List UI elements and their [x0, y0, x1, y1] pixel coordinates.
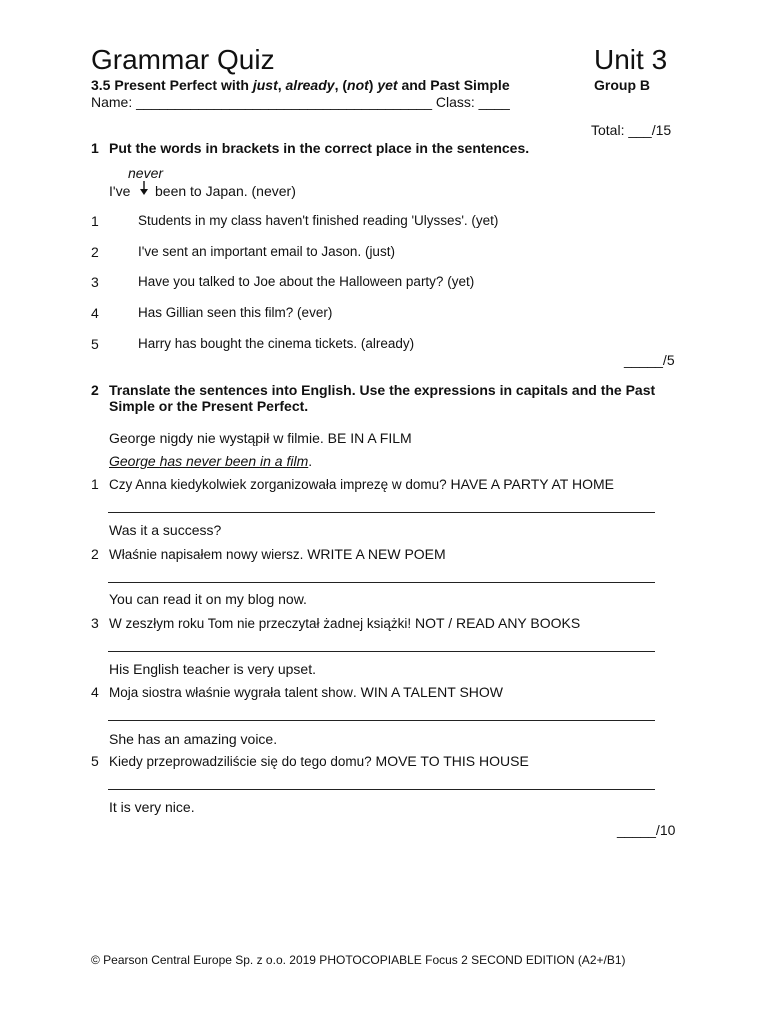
exercise1-number: 1 — [91, 140, 99, 156]
exercise1-instruction: Put the words in brackets in the correct place in the sentences. — [109, 140, 530, 156]
answer-line[interactable] — [108, 582, 655, 583]
example-insert-word: never — [128, 165, 164, 181]
list-item: Harry has bought the cinema tickets. (already) — [138, 336, 415, 351]
list-item-number: 3 — [91, 274, 99, 290]
example-answer — [109, 453, 312, 469]
list-item-number: 1 — [91, 476, 99, 492]
group-label: Group B — [594, 77, 650, 93]
example-end: been to Japan. (never) — [155, 183, 296, 199]
capitals-expression: . WIN A TALENT SHOW — [352, 684, 503, 700]
list-item-number: 2 — [91, 546, 99, 562]
list-item-number: 3 — [91, 615, 99, 631]
name-class-line: Name: ______________________________________ Class: ____ — [91, 94, 510, 110]
example-polish: George nigdy nie wystąpił w filmie. BE IN A FILM — [109, 430, 412, 446]
follow-up-sentence: It is very nice. — [109, 799, 195, 815]
list-item: Has Gillian seen this film? (ever) — [138, 305, 333, 320]
follow-up-sentence: You can read it on my blog now. — [109, 591, 307, 607]
subtitle-sep: , ( — [334, 77, 348, 93]
answer-line[interactable] — [108, 512, 655, 513]
list-item — [109, 684, 503, 702]
follow-up-sentence: His English teacher is very upset. — [109, 661, 316, 677]
answer-line[interactable] — [108, 651, 655, 652]
subtitle-yet: yet — [377, 77, 398, 93]
list-item: Have you talked to Joe about the Halloween party? (yet) — [138, 274, 475, 289]
list-item-number: 5 — [91, 336, 99, 352]
answer-line[interactable] — [108, 720, 655, 721]
list-item-number: 4 — [91, 305, 99, 321]
example-answer-text: George has never been in a film — [109, 453, 309, 469]
list-item-number: 4 — [91, 684, 99, 700]
list-item: Students in my class haven't finished reading 'Ulysses'. (yet) — [138, 213, 499, 228]
list-item-number: 2 — [91, 244, 99, 260]
follow-up-sentence: She has an amazing voice. — [109, 731, 278, 747]
list-item — [109, 476, 614, 494]
exercise2-number: 2 — [91, 382, 99, 398]
answer-line[interactable] — [108, 789, 655, 790]
polish-sentence: Moja siostra właśnie wygrała talent show — [109, 685, 353, 700]
exercise2-instruction-line2: Simple or the Present Perfect. — [109, 398, 309, 414]
exercise1-score: _____/5 — [624, 352, 675, 368]
capitals-expression: HAVE A PARTY AT HOME — [446, 476, 614, 492]
subtitle-just: just — [252, 77, 278, 93]
subtitle — [91, 77, 510, 93]
subtitle-prefix: 3.5 Present Perfect with — [91, 77, 253, 93]
polish-sentence: Właśnie napisałem nowy wiersz. — [109, 547, 304, 562]
subtitle-sep: ) — [368, 77, 378, 93]
capitals-expression: MOVE TO THIS HOUSE — [371, 753, 529, 769]
exercise2-score: _____/10 — [617, 822, 676, 838]
example-start: I've — [109, 183, 131, 199]
unit-label: Unit 3 — [594, 44, 668, 75]
follow-up-sentence: Was it a success? — [109, 522, 222, 538]
polish-sentence: Kiedy przeprowadziliście się do tego domu? — [109, 754, 372, 769]
exercise2-instruction-line1: Translate the sentences into English. Use the expressions in capitals and the Past — [109, 382, 656, 398]
page-title: Grammar Quiz — [91, 44, 275, 75]
down-arrow-icon — [139, 180, 149, 196]
subtitle-suffix: and Past Simple — [397, 77, 510, 93]
subtitle-already: already — [285, 77, 335, 93]
list-item — [109, 615, 580, 633]
list-item: I've sent an important email to Jason. (just) — [138, 244, 395, 259]
polish-sentence: W zeszłym roku Tom nie przeczytał żadnej książki! — [109, 616, 412, 631]
list-item — [109, 753, 529, 771]
list-item-number: 1 — [91, 213, 99, 229]
capitals-expression: NOT / READ ANY BOOKS — [411, 615, 581, 631]
example-answer-end: . — [308, 453, 313, 469]
subtitle-not: not — [347, 77, 369, 93]
footer-copyright: © Pearson Central Europe Sp. z o.o. 2019 PHOTOCOPIABLE Focus 2 SECOND EDITION (A2+/B1) — [91, 953, 626, 967]
list-item — [109, 546, 446, 564]
capitals-expression: WRITE A NEW POEM — [303, 546, 446, 562]
total-score: Total: ___/15 — [591, 122, 672, 138]
polish-sentence: Czy Anna kiedykolwiek zorganizowała imprezę w domu? — [109, 477, 447, 492]
list-item-number: 5 — [91, 753, 99, 769]
subtitle-sep: , — [277, 77, 286, 93]
